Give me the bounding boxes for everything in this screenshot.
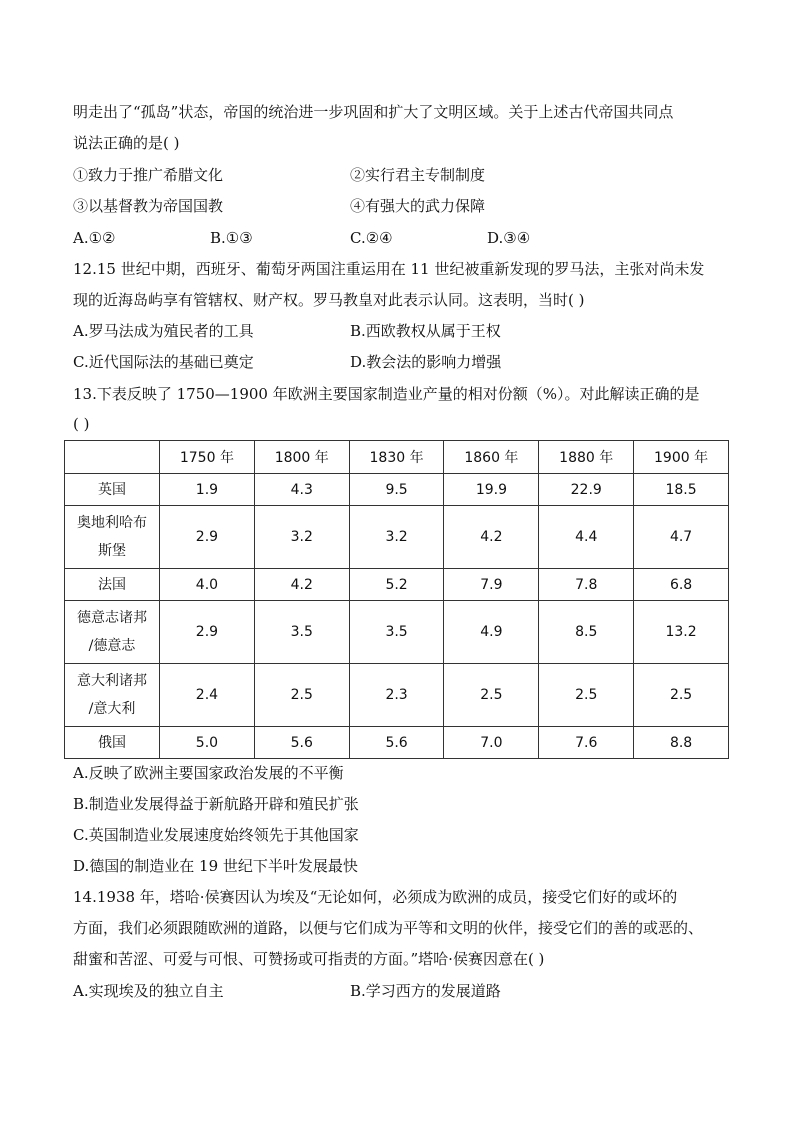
table-cell: 2.5 (539, 664, 634, 727)
q14-option-a: A.实现埃及的独立自主 (73, 982, 224, 1000)
table-row (65, 569, 729, 601)
q13-option-a: A.反映了欧洲主要国家政治发展的不平衡 (73, 764, 344, 782)
table-header-row (65, 441, 729, 474)
table-cell: 4.4 (539, 506, 634, 569)
row-label (65, 569, 160, 601)
q11-item-4: ④有强大的武力保障 (350, 197, 486, 215)
table-cell: 3.5 (254, 601, 349, 664)
row-label-text: 法国 (98, 576, 126, 593)
table-header-cell: 1900 年 (634, 441, 729, 474)
q11-option-a: A.①② (73, 229, 116, 247)
table-cell: 7.9 (444, 569, 539, 601)
table-cell: 18.5 (634, 474, 729, 506)
row-label-text: 奥地利哈布 (77, 515, 147, 531)
table-cell: 3.2 (254, 506, 349, 569)
table-cell: 2.9 (160, 601, 255, 664)
table-row (65, 506, 729, 569)
q14-stem-line2: 方面，我们必须跟随欧洲的道路，以便与它们成为平等和文明的伙伴，接受它们的善的或恶的、 (73, 919, 704, 937)
table-cell: 5.6 (349, 727, 444, 759)
table-row (65, 664, 729, 727)
q13-option-b: B.制造业发展得益于新航路开辟和殖民扩张 (73, 795, 359, 813)
q13-stem-line2: ( ) (73, 415, 90, 433)
table-header-cell (65, 441, 160, 474)
table-cell: 5.0 (160, 727, 255, 759)
q11-item-2: ②实行君主专制制度 (350, 166, 486, 184)
row-label (65, 506, 160, 569)
q14-stem-line1: 14.1938 年，塔哈·侯赛因认为埃及“无论如何，必须成为欧洲的成员，接受它们好的或坏的 (73, 888, 678, 906)
table-cell: 5.6 (254, 727, 349, 759)
table-cell: 4.3 (254, 474, 349, 506)
q11-option-d: D.③④ (487, 229, 531, 247)
table-cell: 2.5 (444, 664, 539, 727)
table-cell: 2.9 (160, 506, 255, 569)
q13-stem-line1: 13.下表反映了 1750—1900 年欧洲主要国家制造业产量的相对份额（%）。对此解读正确的是 (73, 385, 700, 403)
table-cell: 13.2 (634, 601, 729, 664)
q12-stem-line2: 现的近海岛屿享有管辖权、财产权。罗马教皇对此表示认同。这表明，当时( ) (73, 291, 585, 309)
row-label-text: /德意志 (88, 638, 136, 654)
row-label-text: 德意志诸邦 (77, 610, 147, 626)
table-cell: 3.2 (349, 506, 444, 569)
row-label-text: 俄国 (98, 734, 126, 751)
table-header-cell: 1860 年 (444, 441, 539, 474)
q12-option-a: A.罗马法成为殖民者的工具 (73, 322, 254, 340)
q12-option-c: C.近代国际法的基础已奠定 (73, 353, 254, 371)
q11-option-c: C.②④ (350, 229, 393, 247)
table-cell: 4.9 (444, 601, 539, 664)
table-cell: 2.3 (349, 664, 444, 727)
q13-option-c: C.英国制造业发展速度始终领先于其他国家 (73, 826, 359, 844)
q11-stem-line1: 明走出了“孤岛”状态，帝国的统治进一步巩固和扩大了文明区域。关于上述古代帝国共同点 (73, 103, 674, 121)
table-cell: 2.5 (634, 664, 729, 727)
table-cell: 1.9 (160, 474, 255, 506)
q12-option-b: B.西欧教权从属于王权 (350, 322, 501, 340)
table-cell: 2.5 (254, 664, 349, 727)
q12-stem-line1: 12.15 世纪中期，西班牙、葡萄牙两国注重运用在 11 世纪被重新发现的罗马法，主张对尚未发 (73, 260, 705, 278)
table-cell: 7.6 (539, 727, 634, 759)
table-cell: 5.2 (349, 569, 444, 601)
table-cell: 4.2 (444, 506, 539, 569)
row-label (65, 727, 160, 759)
table-cell: 8.5 (539, 601, 634, 664)
q11-item-1: ①致力于推广希腊文化 (73, 166, 224, 184)
table-cell: 7.8 (539, 569, 634, 601)
table-header-cell: 1830 年 (349, 441, 444, 474)
row-label-text: /意大利 (88, 701, 136, 717)
manufacturing-share-table (64, 440, 729, 759)
table-header-cell: 1750 年 (160, 441, 255, 474)
table-cell: 4.7 (634, 506, 729, 569)
table-cell: 19.9 (444, 474, 539, 506)
table-header-cell: 1880 年 (539, 441, 634, 474)
table-row (65, 474, 729, 506)
table-cell: 4.2 (254, 569, 349, 601)
row-label (65, 601, 160, 664)
table-cell: 22.9 (539, 474, 634, 506)
row-label (65, 664, 160, 727)
q12-option-d: D.教会法的影响力增强 (350, 353, 502, 371)
q13-option-d: D.德国的制造业在 19 世纪下半叶发展最快 (73, 857, 358, 875)
q11-item-3: ③以基督教为帝国国教 (73, 197, 224, 215)
table-cell: 2.4 (160, 664, 255, 727)
table-cell: 3.5 (349, 601, 444, 664)
table-cell: 8.8 (634, 727, 729, 759)
table-row (65, 727, 729, 759)
q14-option-b: B.学习西方的发展道路 (350, 982, 501, 1000)
row-label (65, 474, 160, 506)
row-label-text: 意大利诸邦 (77, 673, 147, 689)
table-row (65, 601, 729, 664)
table-header-cell: 1800 年 (254, 441, 349, 474)
q11-option-b: B.①③ (210, 229, 253, 247)
table-cell: 7.0 (444, 727, 539, 759)
table-cell: 4.0 (160, 569, 255, 601)
row-label-text: 英国 (98, 481, 126, 498)
table-cell: 6.8 (634, 569, 729, 601)
q14-stem-line3: 甜蜜和苦涩、可爱与可恨、可赞扬或可指责的方面。”塔哈·侯赛因意在( ) (73, 950, 545, 968)
table-cell: 9.5 (349, 474, 444, 506)
q11-stem-line2: 说法正确的是( ) (73, 134, 180, 152)
row-label-text: 斯堡 (98, 543, 126, 559)
